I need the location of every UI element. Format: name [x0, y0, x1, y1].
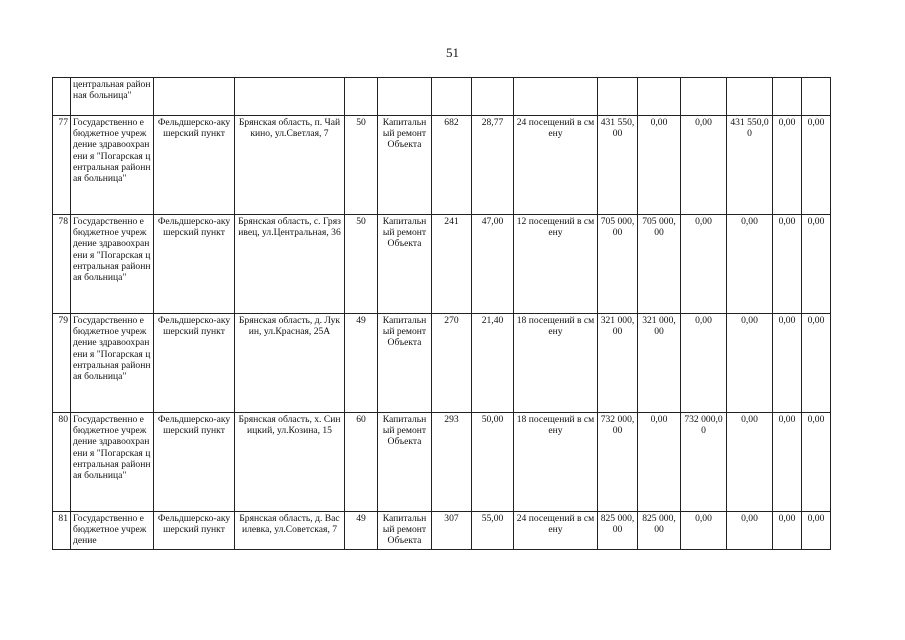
- cell-facility: Фельдшерско-акушерский пункт: [154, 512, 235, 550]
- cell-organization: центральная районная больница": [71, 78, 154, 116]
- cell-col6: 682: [432, 116, 472, 215]
- cell-total: 321 000,00: [598, 314, 638, 413]
- cell-address: Брянская область, п. Чайкино, ул.Светлая, 7: [235, 116, 345, 215]
- cell-address: [235, 78, 345, 116]
- cell-col7: [472, 78, 514, 116]
- cell-y1: 0,00: [638, 413, 681, 512]
- cell-col4: 60: [345, 413, 378, 512]
- cell-total: 732 000,00: [598, 413, 638, 512]
- cell-y4: 0,00: [773, 413, 802, 512]
- cell-col6: 270: [432, 314, 472, 413]
- cell-no: 81: [53, 512, 71, 550]
- cell-y5: 0,00: [802, 314, 831, 413]
- cell-organization: Государственно е бюджетное учреждение здравоохранени я "Погарская центральная районная больница": [71, 116, 154, 215]
- cell-capacity: 18 посещений в смену: [514, 413, 598, 512]
- cell-y3: 0,00: [727, 215, 773, 314]
- cell-capacity: 18 посещений в смену: [514, 314, 598, 413]
- cell-y4: 0,00: [773, 512, 802, 550]
- cell-address: Брянская область, д. Лукин, ул.Красная, 25А: [235, 314, 345, 413]
- table-row: [53, 314, 831, 413]
- cell-y5: 0,00: [802, 413, 831, 512]
- table-row-carryover: [53, 78, 831, 116]
- cell-total: [598, 78, 638, 116]
- cell-col7: 47,00: [472, 215, 514, 314]
- cell-col7: 55,00: [472, 512, 514, 550]
- cell-y4: [773, 78, 802, 116]
- cell-capacity: 24 посещений в смену: [514, 116, 598, 215]
- cell-y4: 0,00: [773, 314, 802, 413]
- cell-work: Капитальн ый ремонт Объекта: [378, 314, 432, 413]
- cell-col4: [345, 78, 378, 116]
- cell-facility: Фельдшерско-акушерский пункт: [154, 314, 235, 413]
- cell-y3: [727, 78, 773, 116]
- cell-y3: 0,00: [727, 413, 773, 512]
- cell-no: 79: [53, 314, 71, 413]
- cell-col7: 28,77: [472, 116, 514, 215]
- table-row: [53, 116, 831, 215]
- cell-col4: 50: [345, 116, 378, 215]
- cell-y1: 0,00: [638, 116, 681, 215]
- cell-y2: 0,00: [681, 512, 727, 550]
- cell-col6: 293: [432, 413, 472, 512]
- cell-col6: [432, 78, 472, 116]
- cell-y3: 431 550,00: [727, 116, 773, 215]
- cell-facility: Фельдшерско-акушерский пункт: [154, 413, 235, 512]
- cell-y2: 732 000,00: [681, 413, 727, 512]
- cell-organization: Государственно е бюджетное учреждение: [71, 512, 154, 550]
- cell-total: 825 000,00: [598, 512, 638, 550]
- cell-work: Капитальн ый ремонт Объекта: [378, 512, 432, 550]
- cell-col6: 241: [432, 215, 472, 314]
- cell-col7: 50,00: [472, 413, 514, 512]
- table-row: [53, 413, 831, 512]
- page-number: 51: [446, 45, 459, 60]
- cell-facility: [154, 78, 235, 116]
- cell-y2: 0,00: [681, 116, 727, 215]
- cell-y5: [802, 78, 831, 116]
- cell-y5: 0,00: [802, 116, 831, 215]
- cell-col4: 50: [345, 215, 378, 314]
- cell-y3: 0,00: [727, 314, 773, 413]
- cell-y2: [681, 78, 727, 116]
- cell-address: Брянская область, с. Грязивец, ул.Центральная, 36: [235, 215, 345, 314]
- cell-work: Капитальн ый ремонт Объекта: [378, 413, 432, 512]
- cell-y5: 0,00: [802, 215, 831, 314]
- cell-facility: Фельдшерско-акушерский пункт: [154, 215, 235, 314]
- cell-total: 705 000,00: [598, 215, 638, 314]
- cell-y4: 0,00: [773, 116, 802, 215]
- cell-y1: 321 000,00: [638, 314, 681, 413]
- table-row: [53, 215, 831, 314]
- cell-work: [378, 78, 432, 116]
- cell-capacity: [514, 78, 598, 116]
- cell-col6: 307: [432, 512, 472, 550]
- cell-no: 80: [53, 413, 71, 512]
- cell-address: Брянская область, д. Василевка, ул.Советская, 7: [235, 512, 345, 550]
- cell-no: 78: [53, 215, 71, 314]
- cell-no: 77: [53, 116, 71, 215]
- table-row: [53, 512, 831, 550]
- cell-capacity: 12 посещений в смену: [514, 215, 598, 314]
- cell-y5: 0,00: [802, 512, 831, 550]
- cell-address: Брянская область, х. Синицкий, ул.Козина, 15: [235, 413, 345, 512]
- cell-y1: 705 000,00: [638, 215, 681, 314]
- cell-col7: 21,40: [472, 314, 514, 413]
- cell-y1: [638, 78, 681, 116]
- cell-col4: 49: [345, 512, 378, 550]
- cell-organization: Государственно е бюджетное учреждение здравоохранени я "Погарская центральная районная больница": [71, 413, 154, 512]
- cell-y2: 0,00: [681, 314, 727, 413]
- cell-work: Капитальн ый ремонт Объекта: [378, 116, 432, 215]
- registry-table: [52, 77, 831, 550]
- cell-y1: 825 000,00: [638, 512, 681, 550]
- cell-no: [53, 78, 71, 116]
- cell-y4: 0,00: [773, 215, 802, 314]
- cell-y3: 0,00: [727, 512, 773, 550]
- cell-capacity: 24 посещений в смену: [514, 512, 598, 550]
- cell-facility: Фельдшерско-акушерский пункт: [154, 116, 235, 215]
- cell-work: Капитальн ый ремонт Объекта: [378, 215, 432, 314]
- cell-organization: Государственно е бюджетное учреждение здравоохранени я "Погарская центральная районная больница": [71, 314, 154, 413]
- cell-y2: 0,00: [681, 215, 727, 314]
- cell-total: 431 550,00: [598, 116, 638, 215]
- cell-col4: 49: [345, 314, 378, 413]
- cell-organization: Государственно е бюджетное учреждение здравоохранени я "Погарская центральная районная больница": [71, 215, 154, 314]
